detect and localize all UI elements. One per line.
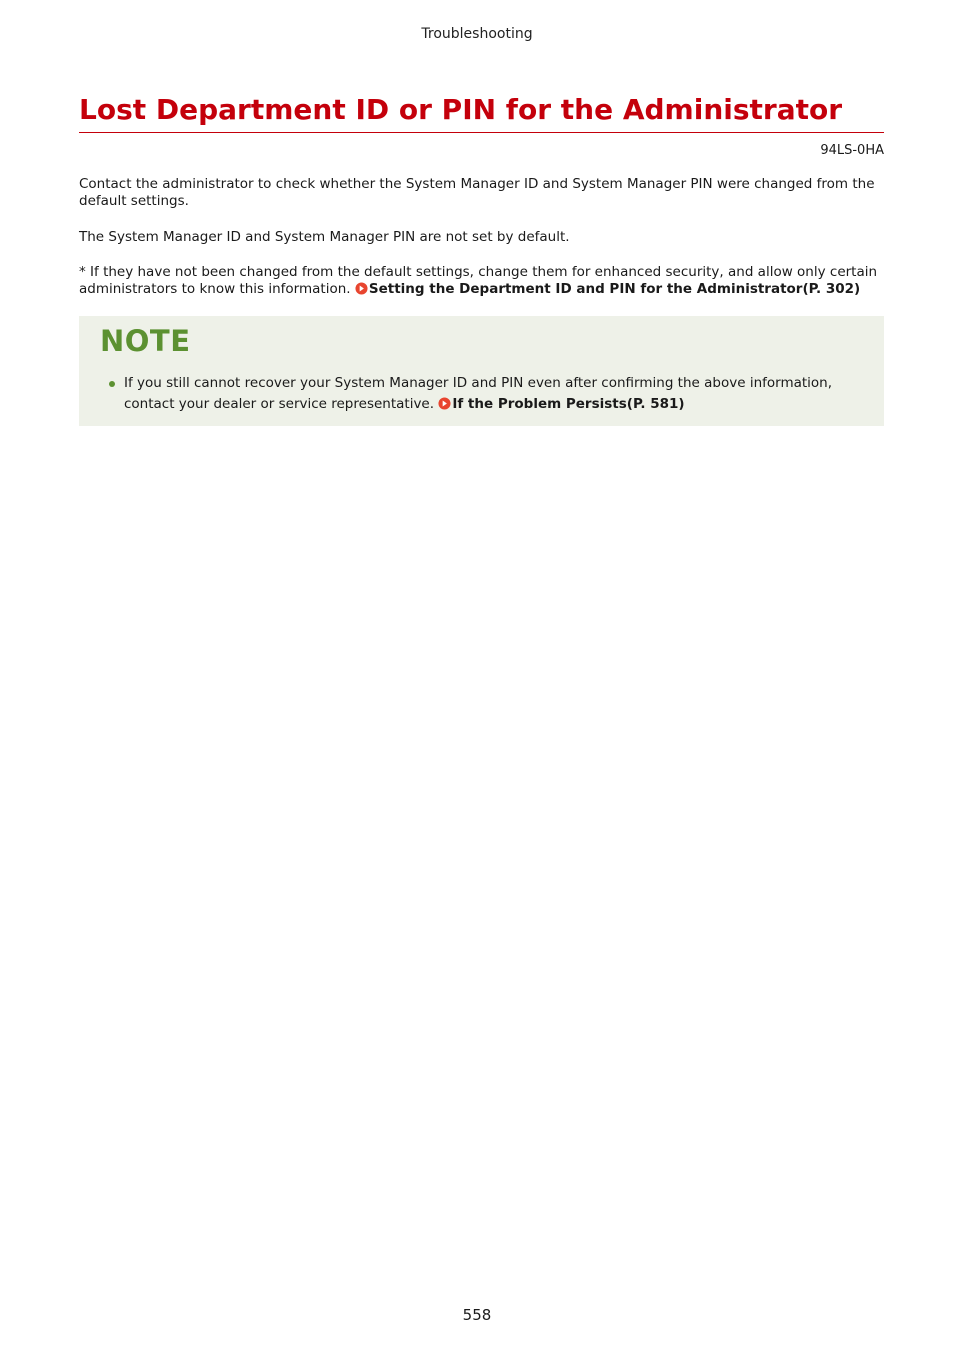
note-list-item (100, 373, 862, 415)
admin-id-pin-link[interactable] (355, 281, 860, 297)
note-item-text: If you still cannot recover your System Manager ID and PIN even after confirming the above information, contact your dealer or service representative. (124, 374, 833, 412)
page-content (79, 92, 884, 426)
security-paragraph-text: * If they have not been changed from the default settings, change them for enhanced security, and allow only certain administrators to know this information. (79, 264, 878, 297)
circle-arrow-right-icon (438, 397, 451, 410)
intro-paragraph: Contact the administrator to check whether the System Manager ID and System Manager PIN were changed from the default settings. (79, 176, 875, 209)
circle-arrow-right-icon (355, 282, 368, 295)
bullet-dot-icon (109, 381, 115, 387)
running-header: Troubleshooting (421, 26, 533, 42)
note-list (100, 373, 862, 415)
problem-persists-link[interactable] (438, 396, 684, 412)
page-number: 558 (462, 1306, 492, 1324)
default-settings-paragraph: The System Manager ID and System Manager PIN are not set by default. (79, 229, 570, 245)
page-title: Lost Department ID or PIN for the Administrator (79, 92, 884, 133)
document-id: 94LS-0HA (820, 143, 884, 158)
note-heading: NOTE (100, 324, 191, 358)
security-paragraph (79, 264, 884, 298)
note-box (79, 316, 884, 426)
problem-persists-link-label[interactable]: If the Problem Persists(P. 581) (452, 395, 685, 412)
admin-id-pin-link-label[interactable]: Setting the Department ID and PIN for the Administrator(P. 302) (368, 281, 861, 297)
